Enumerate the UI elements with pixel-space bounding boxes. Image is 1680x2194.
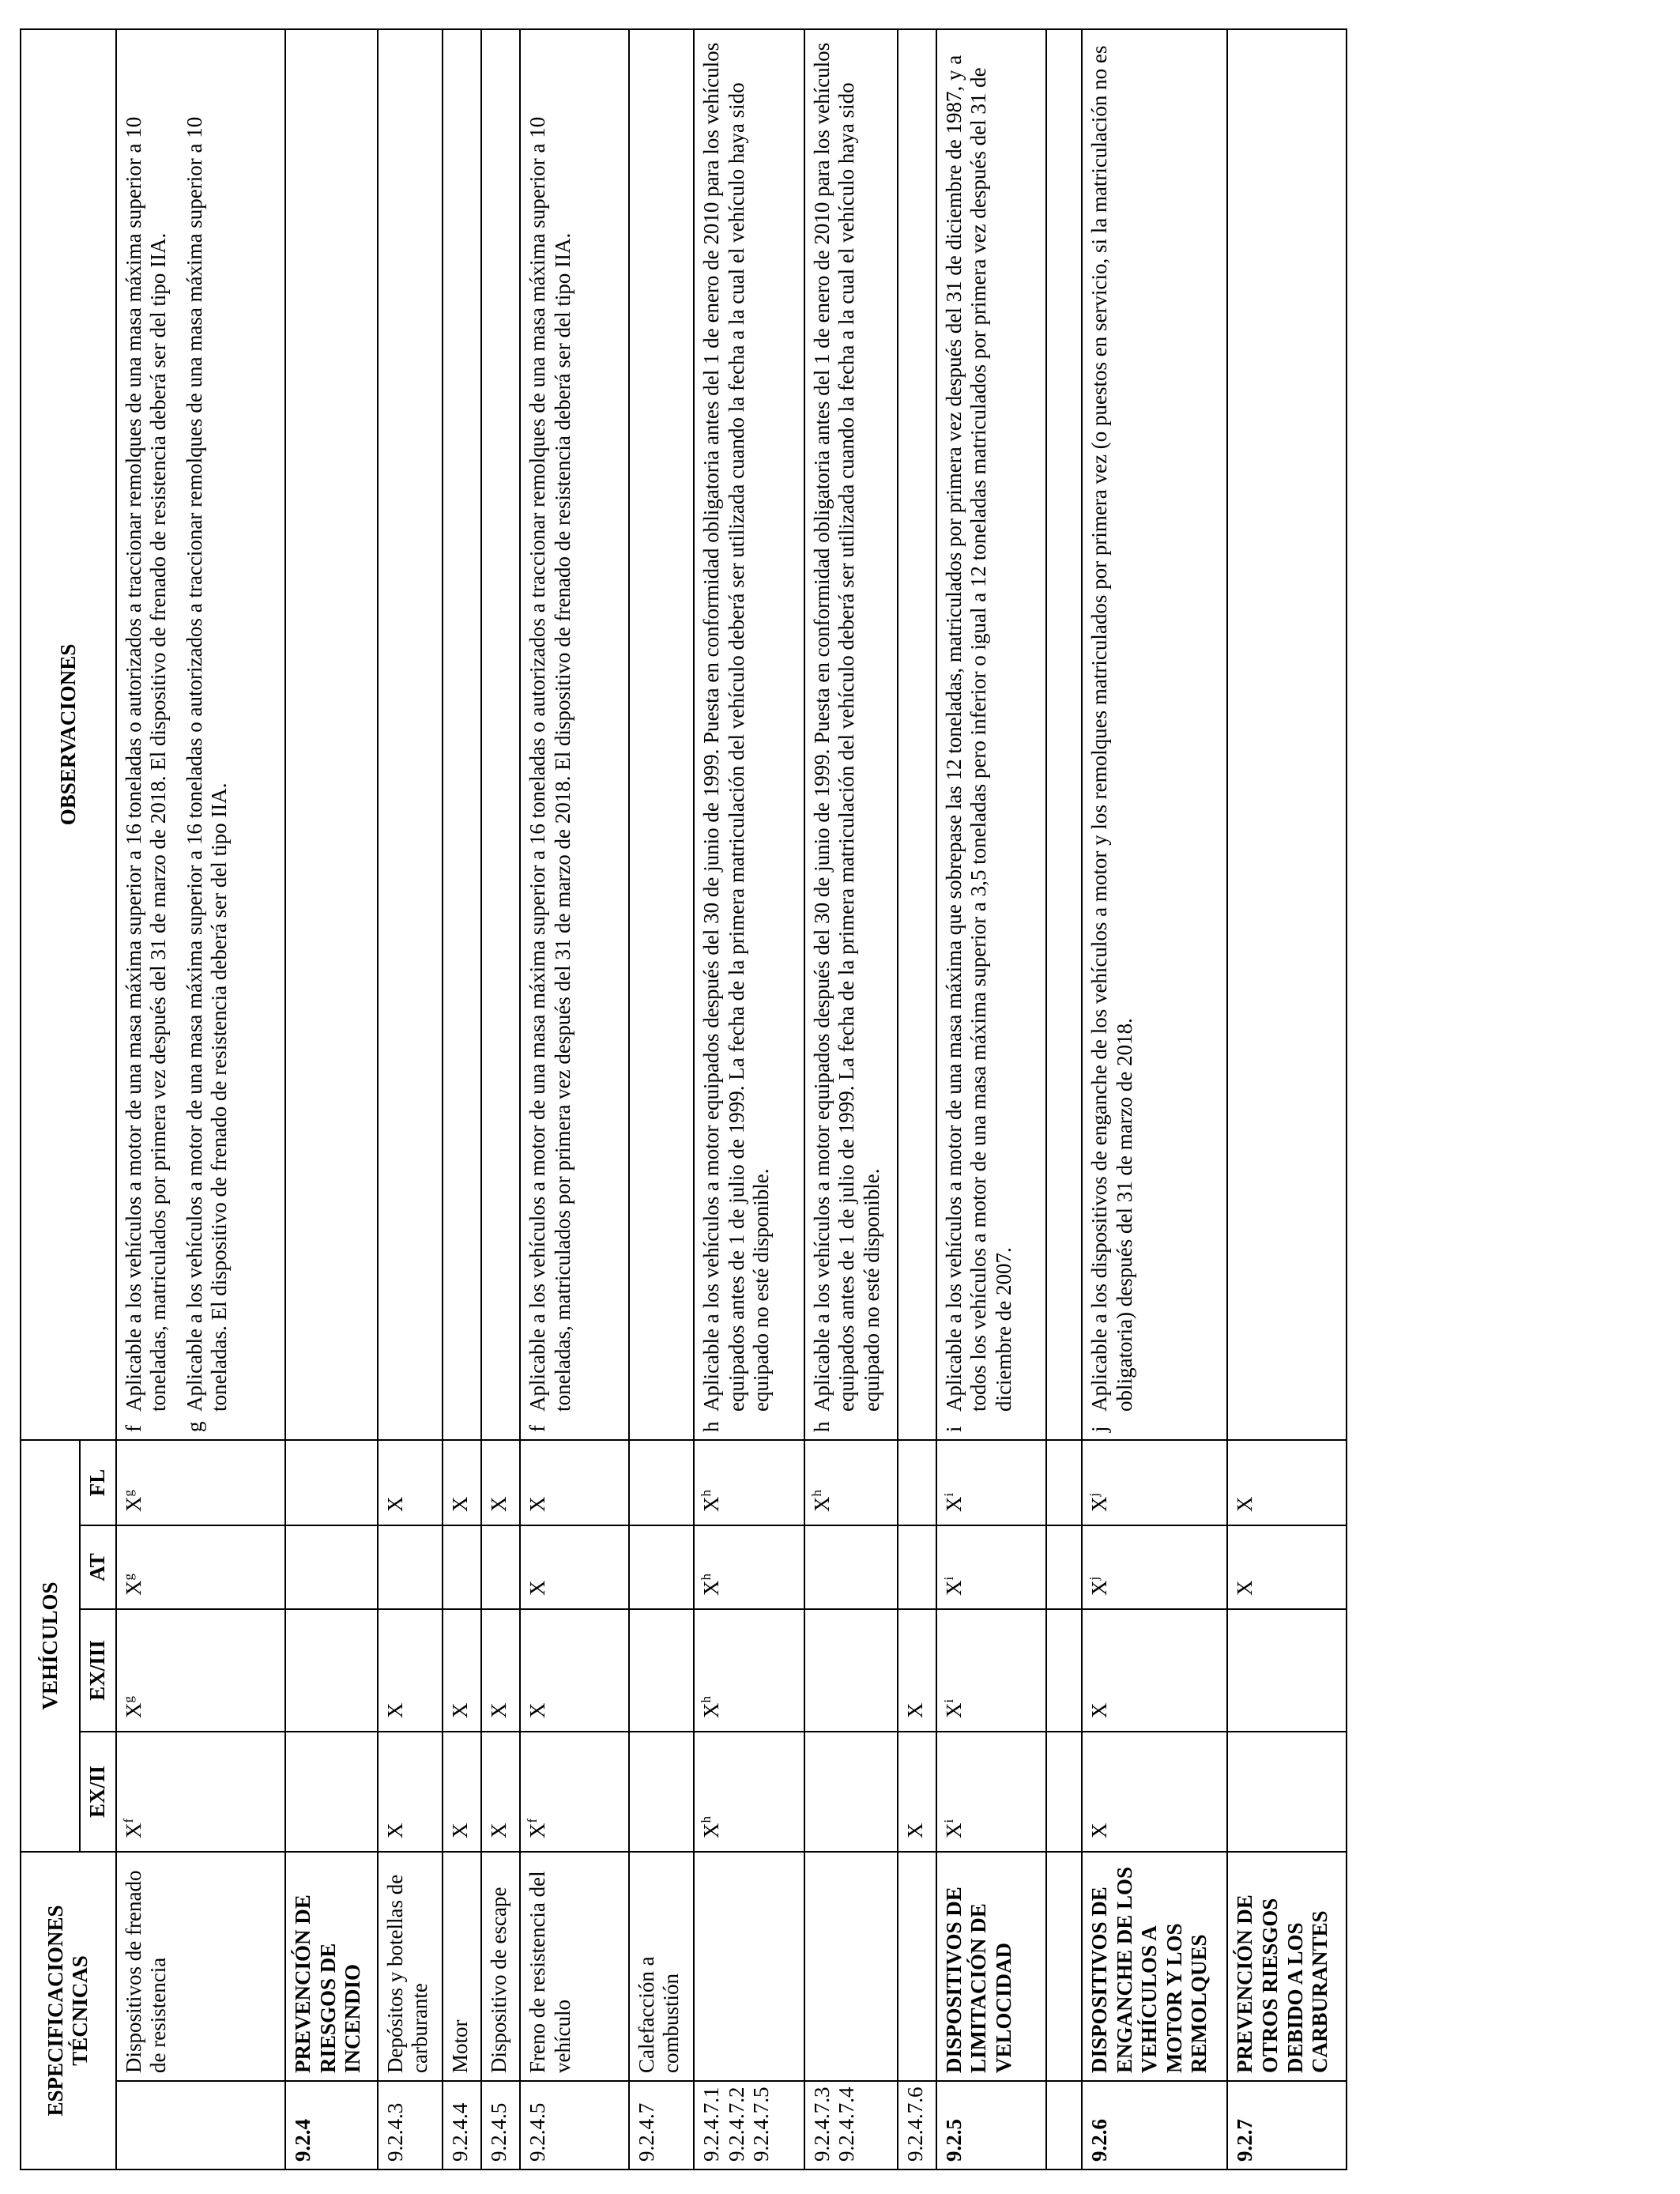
section-number: 9.2.4.7.3 9.2.4.7.4: [804, 2081, 898, 2169]
footnote-text: Aplicable a los vehículos a motor equipados después del 30 de junio de 1999. Puesta en conformidad obligatoria antes del 1 de enero de 2010 para los vehículos equipados antes de 1 de julio de 1999. La fecha de la primera matriculación del vehículo deberá ser utilizada cuando la fecha a la cual el vehículo haya sido equipado no esté disponible.: [699, 42, 774, 1412]
mark-fl: [378, 1440, 443, 1525]
section-description: Motor: [443, 1852, 481, 2081]
mark-at: [936, 1525, 1046, 1609]
mark-ex2: [898, 1732, 936, 1852]
footnote-ref: j: [1087, 1492, 1102, 1497]
mark-fl: [1046, 1440, 1082, 1525]
technical-specifications-table: [20, 28, 1347, 2170]
mark-at: [804, 1525, 898, 1609]
mark-ex3: [804, 1609, 898, 1732]
header-vehicles: VEHÍCULOS: [21, 1440, 80, 1852]
mark-ex3: [443, 1609, 481, 1732]
mark-ex2: [1082, 1732, 1227, 1852]
footnote: [810, 37, 885, 1432]
section-number: 9.2.5: [936, 2081, 1046, 2169]
observations-cell: [629, 29, 695, 1440]
section-number: 9.2.7: [1227, 2081, 1347, 2169]
mark-value: X: [525, 1823, 550, 1838]
mark-value: X: [448, 1496, 473, 1512]
mark-value: X: [382, 1702, 407, 1718]
mark-ex3: [520, 1609, 628, 1732]
footnote-ref: j: [1087, 1576, 1102, 1581]
section-description: PREVENCIÓN DE RIESGOS DE INCENDIO: [285, 1852, 378, 2081]
footnote-ref: i: [940, 1492, 956, 1497]
section-description: [694, 1852, 804, 2081]
mark-value: X: [699, 1580, 724, 1596]
mark-value: X: [809, 1496, 834, 1512]
section-description: [1046, 1852, 1082, 2081]
mark-value: X: [1087, 1823, 1112, 1838]
mark-value: X: [382, 1496, 407, 1512]
section-description: PREVENCIÓN DE OTROS RIESGOS DEBIDO A LOS CARBURANTES: [1227, 1852, 1347, 2081]
table-row: [1046, 29, 1082, 2169]
footnote-ref: g: [120, 1573, 136, 1581]
footnote-ref: g: [120, 1489, 136, 1497]
table-row: [694, 29, 804, 2169]
mark-value: X: [525, 1496, 550, 1512]
footnote-key: j: [1087, 1426, 1112, 1432]
mark-at: [378, 1525, 443, 1609]
mark-at: [443, 1525, 481, 1609]
table-row: [1227, 29, 1347, 2169]
section-number: 9.2.4.7.1 9.2.4.7.2 9.2.4.7.5: [694, 2081, 804, 2169]
header-col-ex2: EX/II: [80, 1732, 116, 1852]
mark-ex3: [378, 1609, 443, 1732]
mark-at: [1046, 1525, 1082, 1609]
mark-value: X: [941, 1496, 966, 1512]
mark-value: X: [487, 1702, 511, 1718]
mark-value: X: [121, 1823, 145, 1838]
table-row: [1082, 29, 1227, 2169]
mark-ex3: [936, 1609, 1046, 1732]
footnote-ref: i: [940, 1576, 956, 1581]
mark-value: X: [699, 1823, 724, 1838]
footnote-key: f: [525, 1424, 550, 1432]
section-description: Dispositivo de escape: [481, 1852, 520, 2081]
section-number: [1046, 2081, 1082, 2169]
mark-ex2: [694, 1732, 804, 1852]
mark-fl: [898, 1440, 936, 1525]
mark-value: X: [1233, 1496, 1257, 1512]
observations-cell: [1082, 29, 1227, 1440]
section-number: 9.2.4.5: [520, 2081, 628, 2169]
section-number: 9.2.4.4: [443, 2081, 481, 2169]
section-number: 9.2.4: [285, 2081, 378, 2169]
mark-at: [520, 1525, 628, 1609]
footnote: [122, 37, 171, 1432]
table-row: [804, 29, 898, 2169]
table-body: [116, 29, 1347, 2169]
footnote: [699, 37, 774, 1432]
mark-at: [116, 1525, 286, 1609]
mark-value: X: [448, 1702, 473, 1718]
table-row: [481, 29, 520, 2169]
table-row: [898, 29, 936, 2169]
mark-value: X: [525, 1702, 550, 1718]
mark-fl: [804, 1440, 898, 1525]
section-number: 9.2.4.7.6: [898, 2081, 936, 2169]
mark-fl: [694, 1440, 804, 1525]
table-row: [629, 29, 695, 2169]
footnote-text: Aplicable a los vehículos a motor de una masa máxima superior a 16 toneladas o autorizados a traccionar remolques de una masa máxima superior a 10 toneladas. El dispositivo de frenado de resistencia deberá ser del tipo IIA.: [182, 116, 232, 1412]
footnote-ref: h: [808, 1489, 824, 1497]
section-number: 9.2.4.5: [481, 2081, 520, 2169]
header-observations: OBSERVACIONES: [21, 29, 116, 1440]
footnote-key: i: [941, 1426, 966, 1432]
mark-at: [629, 1525, 695, 1609]
footnote-key: h: [699, 1421, 724, 1432]
mark-ex3: [1046, 1609, 1082, 1732]
observations-cell: [443, 29, 481, 1440]
mark-value: X: [382, 1823, 407, 1838]
footnote-ref: h: [699, 1815, 714, 1823]
mark-at: [285, 1525, 378, 1609]
observations-cell: [481, 29, 520, 1440]
mark-ex2: [481, 1732, 520, 1852]
mark-ex2: [520, 1732, 628, 1852]
mark-ex3: [481, 1609, 520, 1732]
mark-value: X: [902, 1702, 927, 1718]
section-description: Calefacción a combustión: [629, 1852, 695, 2081]
mark-fl: [936, 1440, 1046, 1525]
table-row: [520, 29, 628, 2169]
mark-fl: [1227, 1440, 1347, 1525]
mark-at: [694, 1525, 804, 1609]
mark-value: X: [121, 1496, 145, 1512]
footnote-ref: i: [940, 1698, 956, 1703]
mark-value: X: [699, 1702, 724, 1718]
mark-ex2: [116, 1732, 286, 1852]
observations-cell: [116, 29, 286, 1440]
observations-cell: [285, 29, 378, 1440]
observations-cell: [378, 29, 443, 1440]
table-row: [378, 29, 443, 2169]
header-col-at: AT: [80, 1525, 116, 1609]
section-description: [804, 1852, 898, 2081]
mark-fl: [443, 1440, 481, 1525]
footnote-ref: i: [940, 1819, 956, 1823]
mark-ex2: [629, 1732, 695, 1852]
mark-ex3: [1082, 1609, 1227, 1732]
mark-ex3: [694, 1609, 804, 1732]
mark-value: X: [1087, 1702, 1112, 1718]
observations-cell: [936, 29, 1046, 1440]
table-row: [443, 29, 481, 2169]
observations-cell: [694, 29, 804, 1440]
mark-fl: [629, 1440, 695, 1525]
table-row: [285, 29, 378, 2169]
observations-cell: [898, 29, 936, 1440]
section-number: 9.2.6: [1082, 2081, 1227, 2169]
mark-value: X: [121, 1580, 145, 1596]
mark-ex3: [116, 1609, 286, 1732]
footnote: [942, 37, 1017, 1432]
header-col-ex3: EX/III: [80, 1609, 116, 1732]
section-description: DISPOSITIVOS DE LIMITACIÓN DE VELOCIDAD: [936, 1852, 1046, 2081]
footnote-ref: g: [120, 1695, 136, 1703]
footnote-ref: h: [699, 1695, 714, 1703]
table-row: [936, 29, 1046, 2169]
mark-fl: [481, 1440, 520, 1525]
mark-value: X: [1087, 1496, 1112, 1512]
observations-cell: [804, 29, 898, 1440]
footnote-text: Aplicable a los vehículos a motor equipados después del 30 de junio de 1999. Puesta en conformidad obligatoria antes del 1 de enero de 2010 para los vehículos equipados antes de 1 de julio de 1999. La fecha de la primera matriculación del vehículo deberá ser utilizada cuando la fecha a la cual el vehículo haya sido equipado no esté disponible.: [809, 42, 883, 1412]
mark-ex2: [804, 1732, 898, 1852]
mark-value: X: [448, 1823, 473, 1838]
mark-ex2: [443, 1732, 481, 1852]
mark-value: X: [699, 1496, 724, 1512]
mark-ex2: [1046, 1732, 1082, 1852]
mark-value: X: [941, 1580, 966, 1596]
mark-at: [481, 1525, 520, 1609]
mark-value: X: [121, 1702, 145, 1718]
mark-ex2: [378, 1732, 443, 1852]
section-description: Depósitos y botellas de carburante: [378, 1852, 443, 2081]
mark-at: [898, 1525, 936, 1609]
mark-at: [1227, 1525, 1347, 1609]
footnote-ref: h: [699, 1573, 714, 1581]
mark-value: X: [487, 1496, 511, 1512]
footnote-ref: f: [120, 1818, 136, 1823]
section-description: [898, 1852, 936, 2081]
mark-value: X: [902, 1823, 927, 1838]
footnote-text: Aplicable a los vehículos a motor de una masa máxima superior a 16 toneladas o autorizados a traccionar remolques de una masa máxima superior a 10 toneladas, matriculados por primera vez después del 31 de marzo de 2018. El dispositivo de frenado de resistencia deberá ser del tipo IIA.: [121, 116, 171, 1412]
footnote-key: h: [809, 1421, 834, 1432]
mark-ex3: [1227, 1609, 1347, 1732]
mark-ex3: [629, 1609, 695, 1732]
footnote-ref: f: [525, 1818, 541, 1823]
mark-fl: [520, 1440, 628, 1525]
mark-at: [1082, 1525, 1227, 1609]
table-row: [116, 29, 286, 2169]
mark-value: X: [941, 1823, 966, 1838]
header-specifications: ESPECIFICACIONES TÉCNICAS: [21, 1852, 116, 2169]
section-description: DISPOSITIVOS DE ENGANCHE DE LOS VEHÍCULOS A MOTOR Y LOS REMOLQUES: [1082, 1852, 1227, 2081]
observations-cell: [1046, 29, 1082, 1440]
footnote: [183, 37, 232, 1432]
footnote-key: g: [182, 1421, 206, 1432]
header-col-fl: FL: [80, 1440, 116, 1525]
mark-fl: [285, 1440, 378, 1525]
footnote-text: Aplicable a los vehículos a motor de una masa máxima que sobrepase las 12 toneladas, matriculados por primera vez después del 31 de diciembre de 1987, y a todos los vehículos a motor de una masa máxima superior a 3,5 toneladas pero inferior o igual a 12 toneladas matriculados por primera vez después del 31 de diciembre de 2007.: [941, 55, 1015, 1412]
mark-ex2: [936, 1732, 1046, 1852]
footnote-ref: h: [699, 1489, 714, 1497]
mark-fl: [1082, 1440, 1227, 1525]
mark-value: X: [487, 1823, 511, 1838]
observations-cell: [1227, 29, 1347, 1440]
mark-ex3: [898, 1609, 936, 1732]
footnote-key: f: [121, 1424, 145, 1432]
section-number: 9.2.4.3: [378, 2081, 443, 2169]
mark-ex2: [1227, 1732, 1347, 1852]
footnote-text: Aplicable a los dispositivos de enganche de los vehículos a motor y los remolques matriculados por primera vez (o puestos en servicio, si la matriculación no es obligatoria) después del 31 de marzo de 2018.: [1087, 45, 1136, 1412]
mark-value: X: [941, 1702, 966, 1718]
mark-ex2: [285, 1732, 378, 1852]
footnote-text: Aplicable a los vehículos a motor de una masa máxima superior a 16 toneladas o autorizados a traccionar remolques de una masa máxima superior a 10 toneladas, matriculados por primera vez después del 31 de marzo de 2018. El dispositivo de frenado de resistencia deberá ser del tipo IIA.: [525, 116, 574, 1412]
mark-value: X: [1087, 1580, 1112, 1596]
section-description: Freno de resistencia del vehículo: [520, 1852, 628, 2081]
mark-value: X: [525, 1580, 550, 1596]
mark-ex3: [285, 1609, 378, 1732]
section-description: Dispositivos de frenado de resistencia: [116, 1852, 286, 2081]
section-number: [116, 2081, 286, 2169]
section-number: 9.2.4.7: [629, 2081, 695, 2169]
observations-cell: [520, 29, 628, 1440]
mark-fl: [116, 1440, 286, 1525]
footnote: [1087, 37, 1137, 1432]
mark-value: X: [1233, 1580, 1257, 1596]
footnote: [525, 37, 575, 1432]
